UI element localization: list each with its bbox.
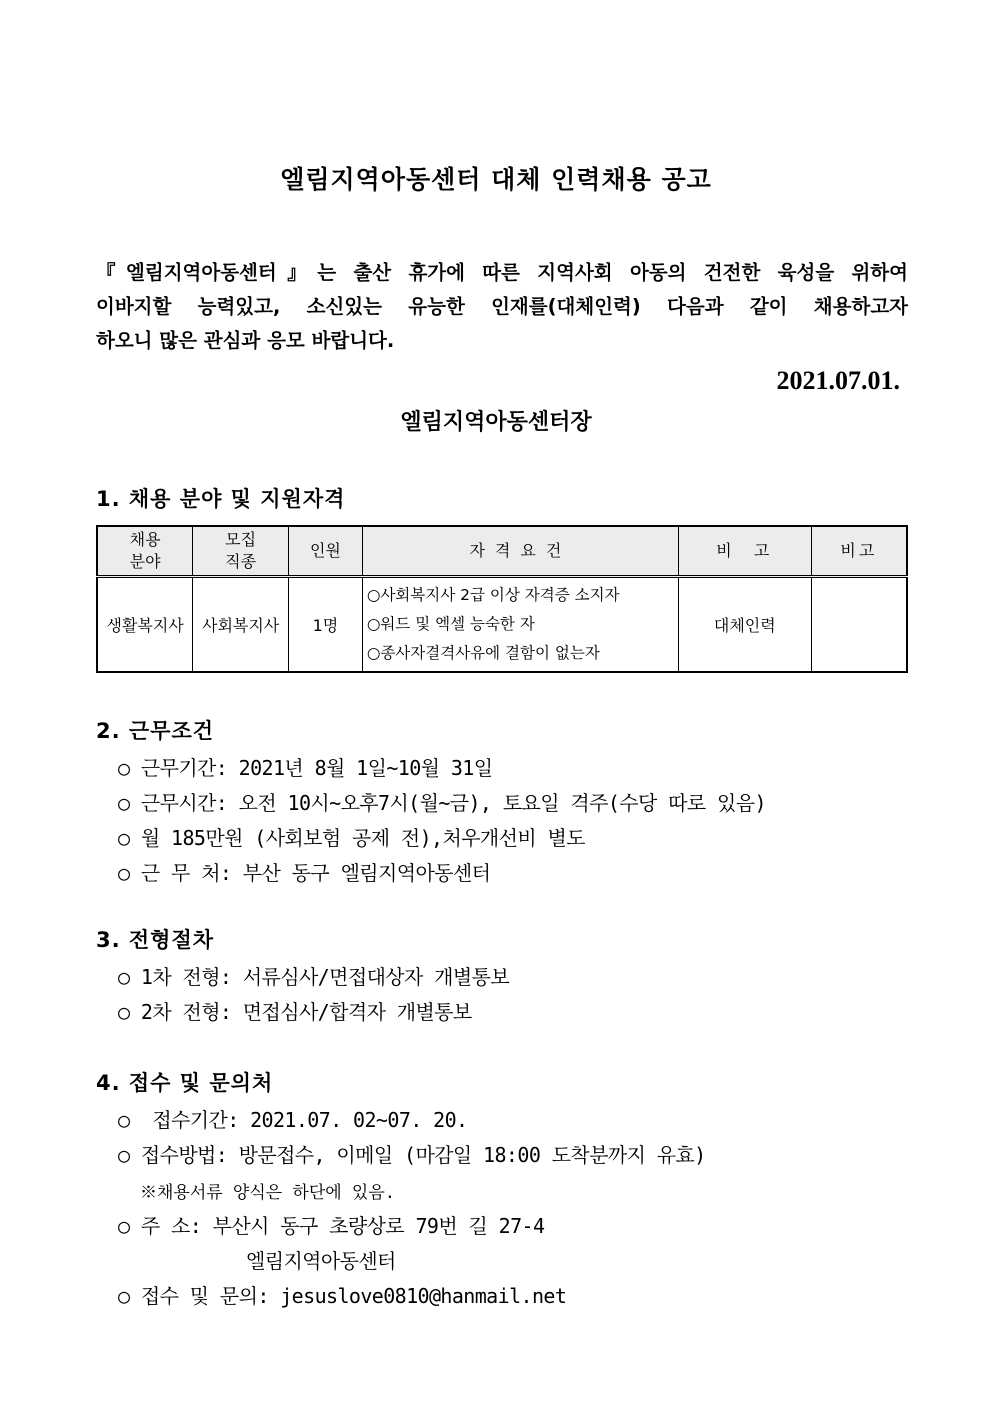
header-remark-2: 비고 bbox=[811, 526, 907, 577]
section-heading-recruitment: 1. 채용 분야 및 지원자격 bbox=[96, 487, 346, 511]
intro-paragraph bbox=[96, 256, 908, 358]
condition-item: ○ 월 185만원 (사회보험 공제 전),처우개선비 별도 bbox=[118, 826, 585, 850]
announcement-date: 2021.07.01. bbox=[776, 366, 900, 395]
section-heading-conditions: 2. 근무조건 bbox=[96, 719, 215, 743]
condition-item: ○ 근 무 처: 부산 동구 엘림지역아동센터 bbox=[118, 861, 491, 885]
header-remark: 비 고 bbox=[678, 526, 811, 577]
address-line-2: 엘림지역아동센터 bbox=[246, 1249, 396, 1273]
contact-email: ○ 접수 및 문의: jesuslove0810@hanmail.net bbox=[118, 1284, 567, 1308]
cell-requirements bbox=[362, 577, 678, 673]
header-field: 채용 분야 bbox=[97, 526, 193, 577]
condition-item: ○ 근무기간: 2021년 8월 1일~10월 31일 bbox=[118, 756, 493, 780]
document-title: 엘림지역아동센터 대체 인력채용 공고 bbox=[280, 165, 712, 194]
cell-count: 1명 bbox=[289, 577, 363, 673]
condition-item: ○ 근무시간: 오전 10시~오후7시(월~금), 토요일 격주(수당 따로 있음) bbox=[118, 791, 766, 815]
intro-line: 하오니 많은 관심과 응모 바랍니다. bbox=[96, 329, 395, 352]
application-note: ※채용서류 양식은 하단에 있음. bbox=[140, 1183, 396, 1203]
address: ○ 주 소: 부산시 동구 초량상로 79번 길 27-4 bbox=[118, 1214, 545, 1238]
recruitment-table bbox=[96, 525, 908, 673]
cell-remark-2 bbox=[811, 577, 907, 673]
cell-job: 사회복지사 bbox=[193, 577, 289, 673]
sender-name: 엘림지역아동센터장 bbox=[400, 410, 592, 435]
intro-line: 이바지할 능력있고, 소신있는 유능한 인재를(대체인력) 다음과 같이 채용하고자 bbox=[96, 295, 908, 318]
application-method: ○ 접수방법: 방문접수, 이메일 (마감일 18:00 도착분까지 유효) bbox=[118, 1143, 706, 1167]
requirement-item: ○종사자결격사유에 결함이 없는자 bbox=[366, 644, 600, 662]
header-count: 인원 bbox=[289, 526, 363, 577]
header-job: 모집 직종 bbox=[193, 526, 289, 577]
header-requirements: 자격요건 bbox=[362, 526, 678, 577]
requirement-item: ○워드 및 엑셀 능숙한 자 bbox=[366, 615, 535, 633]
process-item: ○ 1차 전형: 서류심사/면접대상자 개별통보 bbox=[118, 965, 510, 989]
table-header-row bbox=[97, 526, 907, 577]
cell-remark: 대체인력 bbox=[678, 577, 811, 673]
section-heading-process: 3. 전형절차 bbox=[96, 928, 215, 952]
cell-field: 생활복지사 bbox=[97, 577, 193, 673]
process-item: ○ 2차 전형: 면접심사/합격자 개별통보 bbox=[118, 1000, 472, 1024]
table-row bbox=[97, 577, 907, 673]
application-period: ○ 접수기간: 2021.07. 02~07. 20. bbox=[118, 1108, 468, 1132]
section-heading-application: 4. 접수 및 문의처 bbox=[96, 1071, 274, 1095]
requirement-item: ○사회복지사 2급 이상 자격증 소지자 bbox=[366, 586, 620, 604]
intro-line: 『엘림지역아동센터』는 출산 휴가에 따른 지역사회 아동의 건전한 육성을 위하여 bbox=[96, 261, 908, 284]
